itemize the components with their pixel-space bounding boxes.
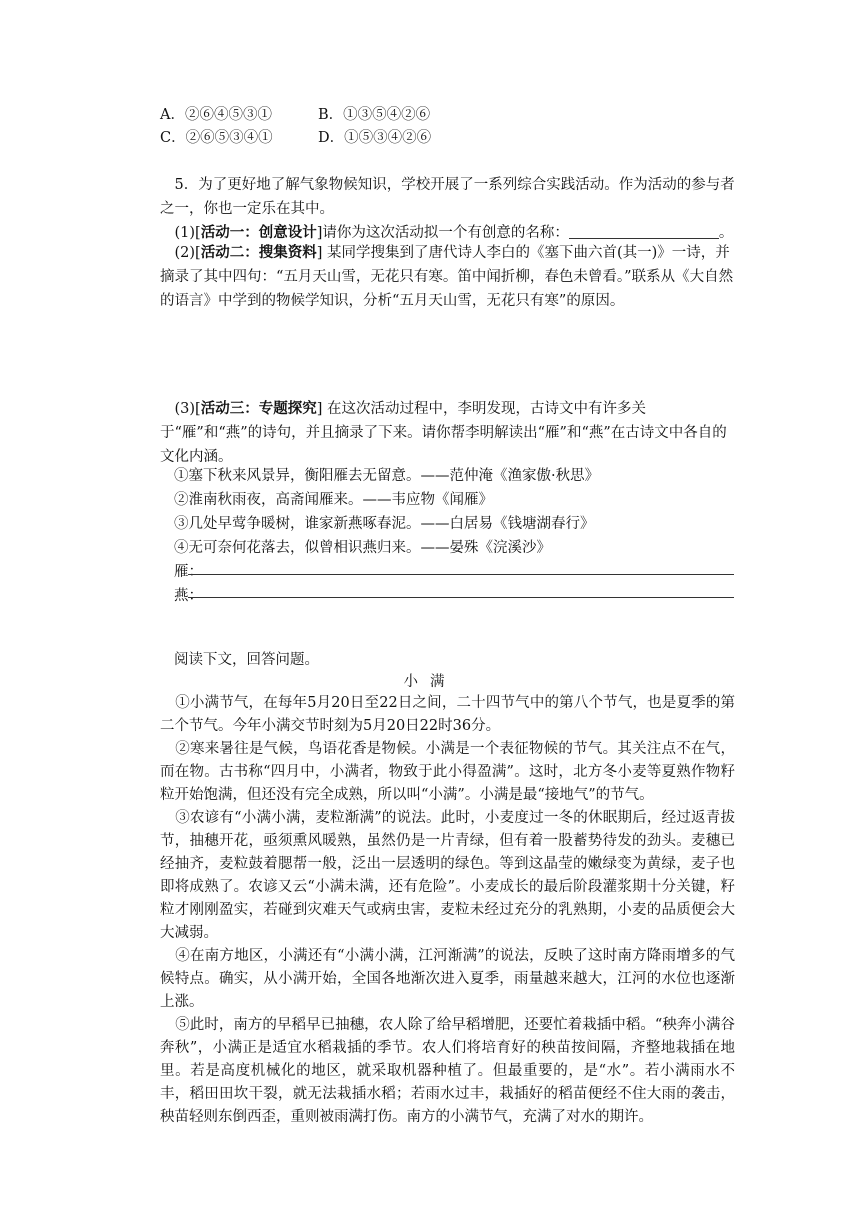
poem-line: ②淮南秋雨夜，高斋闻雁来。——韦应物《闻雁》 [174, 492, 493, 508]
passage-paragraph: ⑤此时，南方的早稻早已抽穗，农人除了给早稻增肥，还要忙着栽插中稻。“秧奔小满谷奔秋”，小满正是适宜水稻栽插的季节。农人们将培育好的秧苗按间隔，齐整地栽插在地里。若是高度机械化的地区，就采取机器种植了。但最重要的，是“水”。若小满雨水不丰，稻田田坎干裂，就无法栽插水稻；若雨水过丰，栽插好的稻苗便经不住大雨的袭击，秧苗轻则东倒西歪，重则被雨满打伤。南方的小满节气，充满了对水的期许。 [160, 1017, 735, 1125]
swallow-answer-line[interactable] [188, 597, 734, 598]
part-1-prefix: (1)[ [174, 225, 201, 241]
question-5-intro: 5．为了更好地了解气象物候知识，学校开展了一系列综合实践活动。作为活动的参与者之一，你也一定乐在其中。 [160, 177, 735, 217]
part-1-activity-name: 活动一：创意设计 [200, 224, 317, 241]
passage-paragraph: ④在南方地区，小满还有“小满小满，江河渐满”的说法，反映了这时南方降雨增多的气候特点。确实，从小满开始，全国各地渐次进入夏季，雨量越来越大，江河的水位也逐渐上涨。 [160, 948, 735, 1010]
part-3-prefix: (3)[ [174, 401, 201, 417]
yan-answer-line[interactable] [188, 574, 734, 575]
poem-line: ④无可奈何花落去，似曾相识燕归来。——晏殊《浣溪沙》 [174, 540, 551, 556]
passage-paragraph: ①小满节气，在每年5月20日至22日之间，二十四节气中的第八个节气，也是夏季的第二个节气。今年小满交节时刻为5月20日22时36分。 [160, 695, 735, 734]
question-5-part-3 [160, 397, 740, 469]
part-1-end: 。 [718, 225, 734, 241]
option-b: B．①③⑤④②⑥ [318, 107, 431, 123]
part-3-text: ] 在这次活动过程中，李明发现，古诗文中有许多关于“雁”和“燕”的诗句，并且摘录了下来。请你帮李明解读出“雁”和“燕”在古诗文中各自的文化内涵。 [160, 401, 727, 465]
yan-label: 雁： [174, 564, 203, 580]
question-5-part-2 [160, 241, 740, 313]
passage-paragraph: ③农谚有“小满小满，麦粒渐满”的说法。此时，小麦度过一冬的休眠期后，经过返青拔节，抽穗开花，亟须熏风暖熟，虽然仍是一片青绿，但有着一股蓄势待发的劲头。麦穗已经抽齐，麦粒鼓着腮帮一般，泛出一层透明的绿色。等到这晶莹的嫩绿变为黄绿，麦子也即将成熟了。农谚又云“小满未满，还有危险”。小麦成长的最后阶段灌浆期十分关键，籽粒才刚刚盈实，若碰到灾难天气或病虫害，麦粒未经过充分的乳熟期，小麦的品质便会大大减弱。 [160, 810, 735, 941]
option-a: A．②⑥④⑤③① [160, 107, 272, 123]
option-c: C．②⑥⑤③④① [160, 130, 273, 146]
part-2-text: ] 某同学搜集到了唐代诗人李白的《塞下曲六首(其一)》一诗，并摘录了其中四句：“五月天山雪，无花只有寒。笛中闻折柳，春色未曾看。”联系从《大自然的语言》中学到的物候学知识，分析“五月天山雪，无花只有寒”的原因。 [160, 245, 734, 309]
option-d: D．①⑤③④②⑥ [318, 130, 432, 146]
poem-line: ①塞下秋来风景异，衡阳雁去无留意。——范仲淹《渔家傲·秋思》 [174, 468, 600, 484]
passage-body [160, 692, 735, 1129]
part-3-activity-name: 活动三：专题探究 [200, 400, 317, 417]
part-1-text: ]请你为这次活动拟一个有创意的名称： [316, 225, 569, 241]
passage-title: 小满 [403, 674, 457, 690]
passage-paragraph: ②寒来暑往是气候，鸟语花香是物候。小满是一个表征物候的节气。其关注点不在气，而在物。古书称“四月中，小满者，物致于此小得盈满”。这时，北方冬小麦等夏熟作物籽粒开始饱满，但还没有完全成熟，所以叫“小满”。小满是最“接地气”的节气。 [160, 741, 735, 803]
poem-line: ③几处早莺争暖树，谁家新燕啄春泥。——白居易《钱塘湖春行》 [174, 516, 595, 532]
reading-instruction: 阅读下文，回答问题。 [174, 652, 319, 668]
part-2-activity-name: 活动二：搜集资料 [200, 244, 317, 261]
part-2-prefix: (2)[ [174, 245, 201, 261]
swallow-label: 燕： [174, 588, 203, 604]
part-1-answer-blank[interactable] [569, 224, 719, 239]
